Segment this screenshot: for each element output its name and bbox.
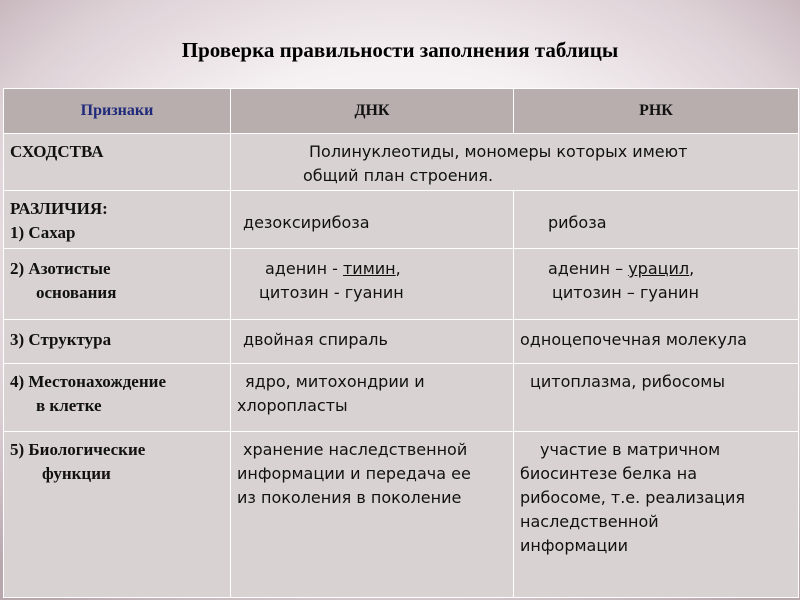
sugar-rna-text: рибоза	[548, 213, 607, 232]
row-functions	[4, 432, 799, 598]
label-location-line2: в клетке	[36, 396, 102, 415]
sugar-dna	[231, 191, 514, 249]
bases-dna-thymine: тимин	[342, 259, 396, 278]
bases-rna-line2: цитозин – гуанин	[552, 283, 699, 302]
bases-dna-line2: цитозин - гуанин	[259, 283, 404, 302]
header-rna: РНК	[514, 89, 799, 134]
sugar-dna-text: дезоксирибоза	[243, 213, 370, 232]
label-sugar	[4, 191, 231, 249]
location-rna-text: цитоплазма, рибосомы	[530, 372, 725, 391]
row-sugar	[4, 191, 799, 249]
sugar-rna	[514, 191, 799, 249]
bases-dna-line1	[237, 257, 509, 281]
label-similarities: СХОДСТВА	[4, 134, 231, 191]
label-differences: РАЗЛИЧИЯ:	[10, 199, 108, 218]
label-functions	[4, 432, 231, 598]
structure-rna-text: одноцепочечная молекула	[520, 330, 747, 349]
page-title: Проверка правильности заполнения таблицы	[181, 38, 619, 62]
bases-dna	[231, 249, 514, 320]
functions-rna-line: участие в матричном	[540, 440, 721, 459]
bases-dna-pre: аденин -	[265, 259, 343, 278]
row-location	[4, 364, 799, 432]
row-similarities	[4, 134, 799, 191]
bases-rna-comma: ,	[689, 259, 695, 278]
functions-rna-line: рибосоме, т.е. реализация	[520, 488, 745, 507]
bases-dna-comma: ,	[395, 259, 401, 278]
label-bases	[4, 249, 231, 320]
functions-rna	[514, 432, 799, 598]
label-functions-line1: 5) Биологические	[10, 440, 146, 459]
label-location-line1: 4) Местонахождение	[10, 372, 166, 391]
header-dna: ДНК	[231, 89, 514, 134]
label-bases-line2: основания	[36, 283, 117, 302]
similarities-text	[231, 134, 799, 191]
row-structure	[4, 320, 799, 364]
functions-dna-line: хранение наследственной	[243, 440, 468, 459]
label-functions-line2: функции	[42, 464, 111, 483]
location-dna	[231, 364, 514, 432]
bases-rna-pre: аденин –	[548, 259, 629, 278]
bases-rna-line1	[520, 257, 794, 281]
structure-dna-text: двойная спираль	[243, 330, 388, 349]
header-features: Признаки	[4, 89, 231, 134]
functions-rna-line: информации	[520, 536, 629, 555]
label-sugar-text: 1) Сахар	[10, 223, 76, 242]
functions-dna	[231, 432, 514, 598]
location-dna-line1: ядро, митохондрии и	[245, 372, 425, 391]
functions-rna-line: биосинтезе белка на	[520, 464, 698, 483]
bases-rna-uracil: урацил	[628, 259, 690, 278]
label-location	[4, 364, 231, 432]
functions-dna-line: информации и передача ее	[237, 464, 471, 483]
location-rna	[514, 364, 799, 432]
comparison-table	[3, 88, 799, 598]
bases-rna	[514, 249, 799, 320]
functions-rna-line: наследственной	[520, 512, 659, 531]
row-bases	[4, 249, 799, 320]
label-structure: 3) Структура	[4, 320, 231, 364]
functions-dna-line: из поколения в поколение	[237, 488, 462, 507]
label-bases-line1: 2) Азотистые	[10, 259, 111, 278]
structure-dna	[231, 320, 514, 364]
structure-rna	[514, 320, 799, 364]
similarities-line2: общий план строения.	[303, 166, 494, 185]
header-row	[4, 89, 799, 134]
similarities-line1: Полинуклеотиды, мономеры которых имеют	[309, 142, 688, 161]
location-dna-line2: хлоропласты	[237, 396, 348, 415]
